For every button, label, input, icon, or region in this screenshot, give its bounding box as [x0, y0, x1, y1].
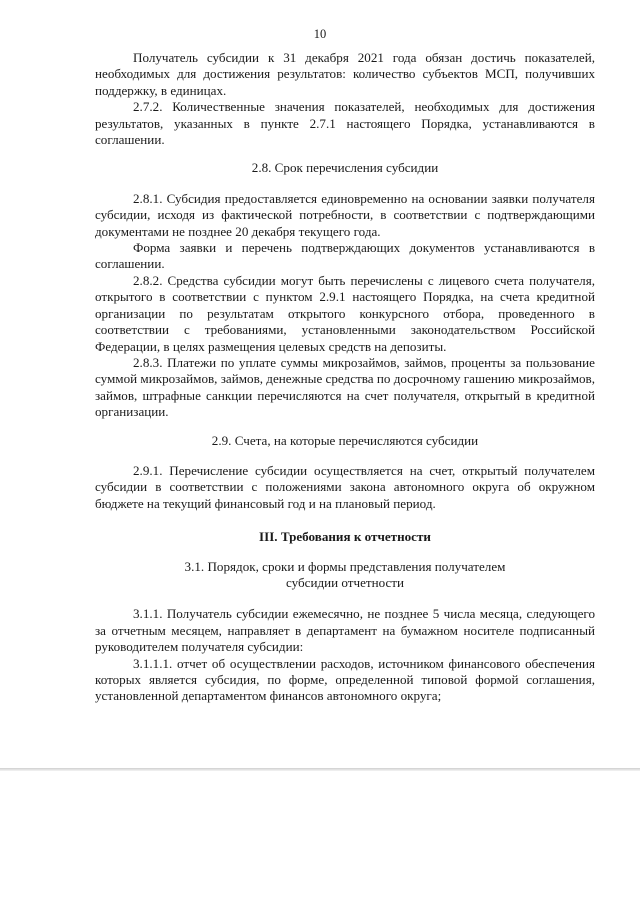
section-heading-3-1-line1: 3.1. Порядок, сроки и формы представления получателем [184, 558, 506, 574]
paragraph-2-9-1: 2.9.1. Перечисление субсидии осуществляется на счет, открытый получателем субсидии в соответствии с положениями закона автономного округа об окружном бюджете на текущий финансовый год и на плановый период. [95, 462, 595, 511]
section-heading-2-8: 2.8. Срок перечисления субсидии [251, 160, 439, 176]
section-heading-3-1-line2: субсидии отчетности [285, 574, 405, 590]
section-heading-2-9: 2.9. Счета, на которые перечисляются субсидии [211, 432, 479, 448]
paragraph-2-8-1: 2.8.1. Субсидия предоставляется единовременно на основании заявки получателя субсидии, исходя из фактической потребности, в соответствии с подтверждающими документами не позднее 20 декабря текущего года. [95, 190, 595, 239]
page-number: 10 [313, 27, 327, 41]
paragraph-3-1-1: 3.1.1. Получатель субсидии ежемесячно, не позднее 5 числа месяца, следующего за отчетным месяцем, направляет в департамент на бумажном носителе подписанный руководителем получателя субсидии: [95, 606, 595, 655]
paragraph-2-7-2: 2.7.2. Количественные значения показателей, необходимых для достижения результатов, указанных в пункте 2.7.1 настоящего Порядка, устанавливаются в соглашении. [95, 99, 595, 148]
paragraph-2-8-3: 2.8.3. Платежи по уплате суммы микрозаймов, займов, проценты за пользование суммой микрозаймов, займов, денежные средства по досрочному гашению микрозаймов, займов, штрафные санкции перечисляются на счет получателя, открытый в кредитной организации. [95, 354, 595, 420]
chapter-heading-iii: III. Требования к отчетности [259, 529, 431, 545]
paragraph-2-8-1-form: Форма заявки и перечень подтверждающих документов устанавливаются в соглашении. [95, 240, 595, 272]
document-body [95, 50, 595, 705]
page-edge-divider [0, 768, 640, 771]
paragraph-results: Получатель субсидии к 31 декабря 2021 года обязан достичь показателей, необходимых для достижения результатов: количество субъектов МСП, получивших поддержку, в единицах. [95, 50, 595, 98]
paragraph-2-8-2: 2.8.2. Средства субсидии могут быть перечислены с лицевого счета получателя, открытого в соответствии с пунктом 2.9.1 настоящего Порядка, на счета кредитной организации по результатам открытого конкурсного отбора, проведенного в соответствии с требованиями, установленными законодательством Российской Федерации, в целях размещения целевых средств на депозиты. [95, 272, 595, 354]
paragraph-3-1-1-1: 3.1.1.1. отчет об осуществлении расходов, источником финансового обеспечения которых является субсидия, по форме, определенной типовой формой соглашения, установленной департаментом финансов автономного округа; [95, 655, 595, 704]
